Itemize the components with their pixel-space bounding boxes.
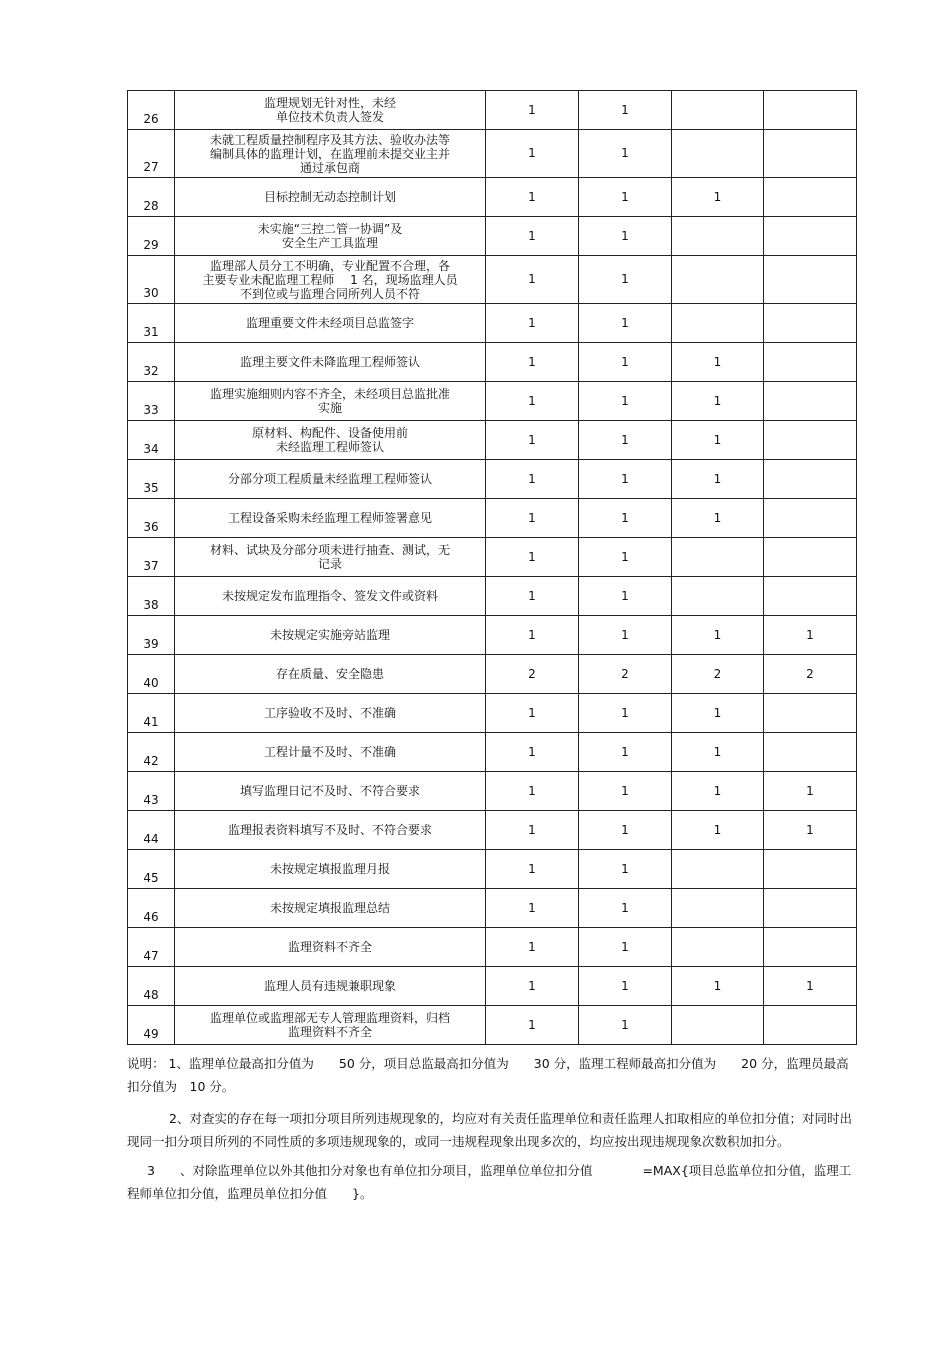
description-line: 记录 [317, 557, 342, 571]
description-line: 监理重要文件未经项目总监签字 [245, 316, 414, 330]
deduction-score-col2: 1 [579, 499, 672, 538]
violation-description [175, 178, 486, 217]
table-row [128, 616, 857, 655]
deduction-score-col1: 1 [486, 811, 579, 850]
violation-description [175, 343, 486, 382]
table-row [128, 343, 857, 382]
deduction-score-col2: 1 [579, 694, 672, 733]
deduction-score-col4 [764, 889, 857, 928]
table-row [128, 538, 857, 577]
deduction-score-col2: 1 [579, 460, 672, 499]
table-row [128, 811, 857, 850]
deduction-score-col3 [672, 304, 764, 343]
deduction-score-col1: 1 [486, 538, 579, 577]
violation-description [175, 538, 486, 577]
deduction-score-col4 [764, 304, 857, 343]
violation-description [175, 967, 486, 1006]
table-row [128, 304, 857, 343]
deduction-score-col1: 1 [486, 772, 579, 811]
row-number: 30 [128, 256, 175, 304]
violation-description [175, 772, 486, 811]
description-line: 未按规定填报监理月报 [269, 862, 390, 876]
deduction-score-col4 [764, 217, 857, 256]
deduction-score-col3: 1 [672, 178, 764, 217]
row-number: 41 [128, 694, 175, 733]
description-line: 监理实施细则内容不齐全，未经项目总监批准 [209, 387, 450, 401]
deduction-score-col4: 2 [764, 655, 857, 694]
row-number: 33 [128, 382, 175, 421]
description-line: 目标控制无动态控制计划 [263, 190, 396, 204]
row-number: 43 [128, 772, 175, 811]
violation-description [175, 889, 486, 928]
deduction-score-col4: 1 [764, 772, 857, 811]
deduction-score-col2: 1 [579, 850, 672, 889]
deduction-score-col4 [764, 130, 857, 178]
deduction-score-col2: 1 [579, 889, 672, 928]
notes-section [127, 1052, 857, 1205]
deduction-score-col3 [672, 928, 764, 967]
description-line: 监理报表资料填写不及时、不符合要求 [227, 823, 432, 837]
violation-description [175, 130, 486, 178]
violation-description [175, 850, 486, 889]
note-3: 3 、对除监理单位以外其他扣分对象也有单位扣分项目，监理单位单位扣分值 =MAX{项目总监单位扣分值，监理工程师单位扣分值，监理员单位扣分值 }。 [127, 1163, 852, 1201]
deduction-score-col1: 1 [486, 304, 579, 343]
deduction-score-col2: 1 [579, 928, 672, 967]
deduction-score-col2: 1 [579, 382, 672, 421]
row-number: 31 [128, 304, 175, 343]
deduction-score-col2: 1 [579, 217, 672, 256]
row-number: 36 [128, 499, 175, 538]
table-row [128, 499, 857, 538]
deduction-score-col2: 1 [579, 616, 672, 655]
violation-description [175, 811, 486, 850]
table-row [128, 178, 857, 217]
violation-description [175, 499, 486, 538]
deduction-score-col3 [672, 91, 764, 130]
row-number: 46 [128, 889, 175, 928]
violation-description [175, 928, 486, 967]
deduction-score-col3: 1 [672, 343, 764, 382]
row-number: 45 [128, 850, 175, 889]
violation-description [175, 655, 486, 694]
deduction-score-col3 [672, 850, 764, 889]
note-1: 说明： 1、监理单位最高扣分值为 50 分，项目总监最高扣分值为 30 分，监理工程师最高扣分值为 20 分，监理员最高扣分值为 10 分。 [127, 1056, 849, 1094]
description-line: 未经监理工程师签认 [275, 440, 384, 454]
row-number: 37 [128, 538, 175, 577]
table-row [128, 91, 857, 130]
deduction-score-col1: 1 [486, 616, 579, 655]
deduction-score-col4 [764, 733, 857, 772]
violation-description [175, 694, 486, 733]
table-row [128, 382, 857, 421]
violation-description [175, 577, 486, 616]
violation-description [175, 616, 486, 655]
row-number: 48 [128, 967, 175, 1006]
deduction-score-col1: 1 [486, 91, 579, 130]
table-row [128, 1006, 857, 1045]
deduction-score-col2: 1 [579, 538, 672, 577]
deduction-score-col2: 1 [579, 577, 672, 616]
description-line: 单位技术负责人签发 [275, 110, 384, 124]
deduction-score-col2: 1 [579, 178, 672, 217]
description-line: 未按规定发布监理指令、签发文件或资料 [221, 589, 438, 603]
description-line: 实施 [317, 401, 342, 415]
deduction-score-col3: 1 [672, 811, 764, 850]
deduction-score-col1: 1 [486, 382, 579, 421]
description-line: 材料、试块及分部分项未进行抽查、测试，无 [209, 543, 450, 557]
deduction-score-col4 [764, 382, 857, 421]
row-number: 44 [128, 811, 175, 850]
deduction-score-col4: 1 [764, 811, 857, 850]
deduction-score-col2: 1 [579, 733, 672, 772]
row-number: 32 [128, 343, 175, 382]
deduction-score-col2: 1 [579, 256, 672, 304]
deduction-table-body [128, 91, 857, 1045]
deduction-score-col3: 1 [672, 967, 764, 1006]
deduction-score-col3: 1 [672, 421, 764, 460]
description-line: 监理资料不齐全 [287, 940, 372, 954]
deduction-score-col4 [764, 256, 857, 304]
violation-description [175, 421, 486, 460]
deduction-score-col4 [764, 499, 857, 538]
row-number: 38 [128, 577, 175, 616]
deduction-score-col3 [672, 538, 764, 577]
deduction-score-col4 [764, 460, 857, 499]
description-line: 主要专业未配监理工程师 1 名，现场监理人员 [202, 272, 458, 287]
violation-description [175, 382, 486, 421]
violation-description [175, 91, 486, 130]
deduction-score-col3: 1 [672, 733, 764, 772]
row-number: 35 [128, 460, 175, 499]
deduction-score-col3: 1 [672, 694, 764, 733]
deduction-score-col2: 1 [579, 91, 672, 130]
table-row [128, 256, 857, 304]
row-number: 40 [128, 655, 175, 694]
deduction-score-col2: 2 [579, 655, 672, 694]
row-number: 47 [128, 928, 175, 967]
deduction-score-col4: 1 [764, 616, 857, 655]
description-line: 工程设备采购未经监理工程师签署意见 [227, 511, 432, 525]
deduction-score-col4: 1 [764, 967, 857, 1006]
description-line: 未按规定实施旁站监理 [269, 628, 390, 642]
deduction-score-col4 [764, 928, 857, 967]
table-row [128, 928, 857, 967]
deduction-score-col3: 1 [672, 616, 764, 655]
deduction-score-col3: 1 [672, 499, 764, 538]
deduction-score-col1: 1 [486, 460, 579, 499]
deduction-score-col1: 1 [486, 343, 579, 382]
deduction-score-col1: 1 [486, 421, 579, 460]
description-line: 未实施“三控二管一协调”及 [257, 222, 403, 236]
description-line: 监理规划无针对性，未经 [263, 96, 396, 110]
row-number: 42 [128, 733, 175, 772]
deduction-score-col3 [672, 217, 764, 256]
description-line: 编制具体的监理计划，在监理前未提交业主并 [209, 146, 450, 161]
deduction-score-col1: 1 [486, 928, 579, 967]
table-row [128, 850, 857, 889]
description-line: 安全生产工具监理 [281, 236, 378, 250]
deduction-score-col4 [764, 178, 857, 217]
deduction-score-col1: 1 [486, 889, 579, 928]
table-row [128, 217, 857, 256]
table-row [128, 130, 857, 178]
description-line: 填写监理日记不及时、不符合要求 [239, 784, 420, 798]
deduction-score-col3: 1 [672, 460, 764, 499]
deduction-score-col1: 1 [486, 694, 579, 733]
deduction-score-col3 [672, 1006, 764, 1045]
description-line: 存在质量、安全隐患 [275, 667, 384, 681]
deduction-score-col2: 1 [579, 421, 672, 460]
violation-description [175, 1006, 486, 1045]
violation-description [175, 733, 486, 772]
deduction-score-col3: 1 [672, 382, 764, 421]
table-row [128, 733, 857, 772]
deduction-score-col2: 1 [579, 772, 672, 811]
description-line: 不到位或与监理合同所列人员不符 [239, 286, 420, 301]
description-line: 监理主要文件未降监理工程师签认 [239, 355, 420, 369]
deduction-score-col4 [764, 343, 857, 382]
deduction-score-col1: 1 [486, 256, 579, 304]
table-row [128, 460, 857, 499]
deduction-score-col4 [764, 538, 857, 577]
deduction-score-col1: 2 [486, 655, 579, 694]
description-line: 监理资料不齐全 [287, 1025, 372, 1039]
description-line: 监理单位或监理部无专人管理监理资料，归档 [209, 1011, 450, 1025]
description-line: 未按规定填报监理总结 [269, 901, 390, 915]
description-line: 通过承包商 [299, 160, 360, 175]
deduction-score-col4 [764, 421, 857, 460]
deduction-score-col4 [764, 577, 857, 616]
row-number: 49 [128, 1006, 175, 1045]
row-number: 34 [128, 421, 175, 460]
description-line: 原材料、构配件、设备使用前 [251, 426, 408, 440]
deduction-score-col1: 1 [486, 130, 579, 178]
deduction-score-col3 [672, 577, 764, 616]
table-row [128, 421, 857, 460]
deduction-score-col1: 1 [486, 217, 579, 256]
description-line: 分部分项工程质量未经监理工程师签认 [227, 472, 432, 486]
deduction-score-col4 [764, 91, 857, 130]
deduction-score-col1: 1 [486, 178, 579, 217]
deduction-table [127, 90, 857, 1045]
row-number: 39 [128, 616, 175, 655]
deduction-score-col2: 1 [579, 343, 672, 382]
description-line: 工程计量不及时、不准确 [263, 745, 396, 759]
description-line: 未就工程质量控制程序及其方法、验收办法等 [209, 132, 450, 147]
deduction-score-col2: 1 [579, 1006, 672, 1045]
violation-description [175, 460, 486, 499]
deduction-score-col1: 1 [486, 577, 579, 616]
table-row [128, 577, 857, 616]
table-row [128, 655, 857, 694]
table-row [128, 967, 857, 1006]
deduction-score-col3 [672, 130, 764, 178]
violation-description [175, 256, 486, 304]
table-row [128, 889, 857, 928]
deduction-score-col2: 1 [579, 967, 672, 1006]
description-line: 监理人员有违规兼职现象 [263, 979, 396, 993]
deduction-score-col3 [672, 256, 764, 304]
deduction-score-col2: 1 [579, 130, 672, 178]
row-number: 28 [128, 178, 175, 217]
deduction-score-col4 [764, 1006, 857, 1045]
deduction-score-col1: 1 [486, 733, 579, 772]
deduction-score-col2: 1 [579, 304, 672, 343]
table-row [128, 772, 857, 811]
table-row [128, 694, 857, 733]
deduction-score-col3: 2 [672, 655, 764, 694]
violation-description [175, 217, 486, 256]
note-2: 2、对查实的存在每一项扣分项目所列违规现象的，均应对有关责任监理单位和责任监理人扣取相应的单位扣分值；对同时出现同一扣分项目所列的不同性质的多项违规现象的，或同一违规程现象出现多次的，均应按出现违规现象次数积加扣分。 [127, 1111, 852, 1149]
deduction-score-col4 [764, 850, 857, 889]
deduction-score-col1: 1 [486, 967, 579, 1006]
violation-description [175, 304, 486, 343]
description-line: 工序验收不及时、不准确 [263, 706, 396, 720]
deduction-score-col1: 1 [486, 850, 579, 889]
deduction-score-col2: 1 [579, 811, 672, 850]
description-line: 监理部人员分工不明确，专业配置不合理，各 [209, 258, 450, 273]
deduction-score-col3: 1 [672, 772, 764, 811]
row-number: 27 [128, 130, 175, 178]
deduction-score-col3 [672, 889, 764, 928]
deduction-score-col1: 1 [486, 1006, 579, 1045]
row-number: 29 [128, 217, 175, 256]
row-number: 26 [128, 91, 175, 130]
deduction-score-col1: 1 [486, 499, 579, 538]
deduction-score-col4 [764, 694, 857, 733]
